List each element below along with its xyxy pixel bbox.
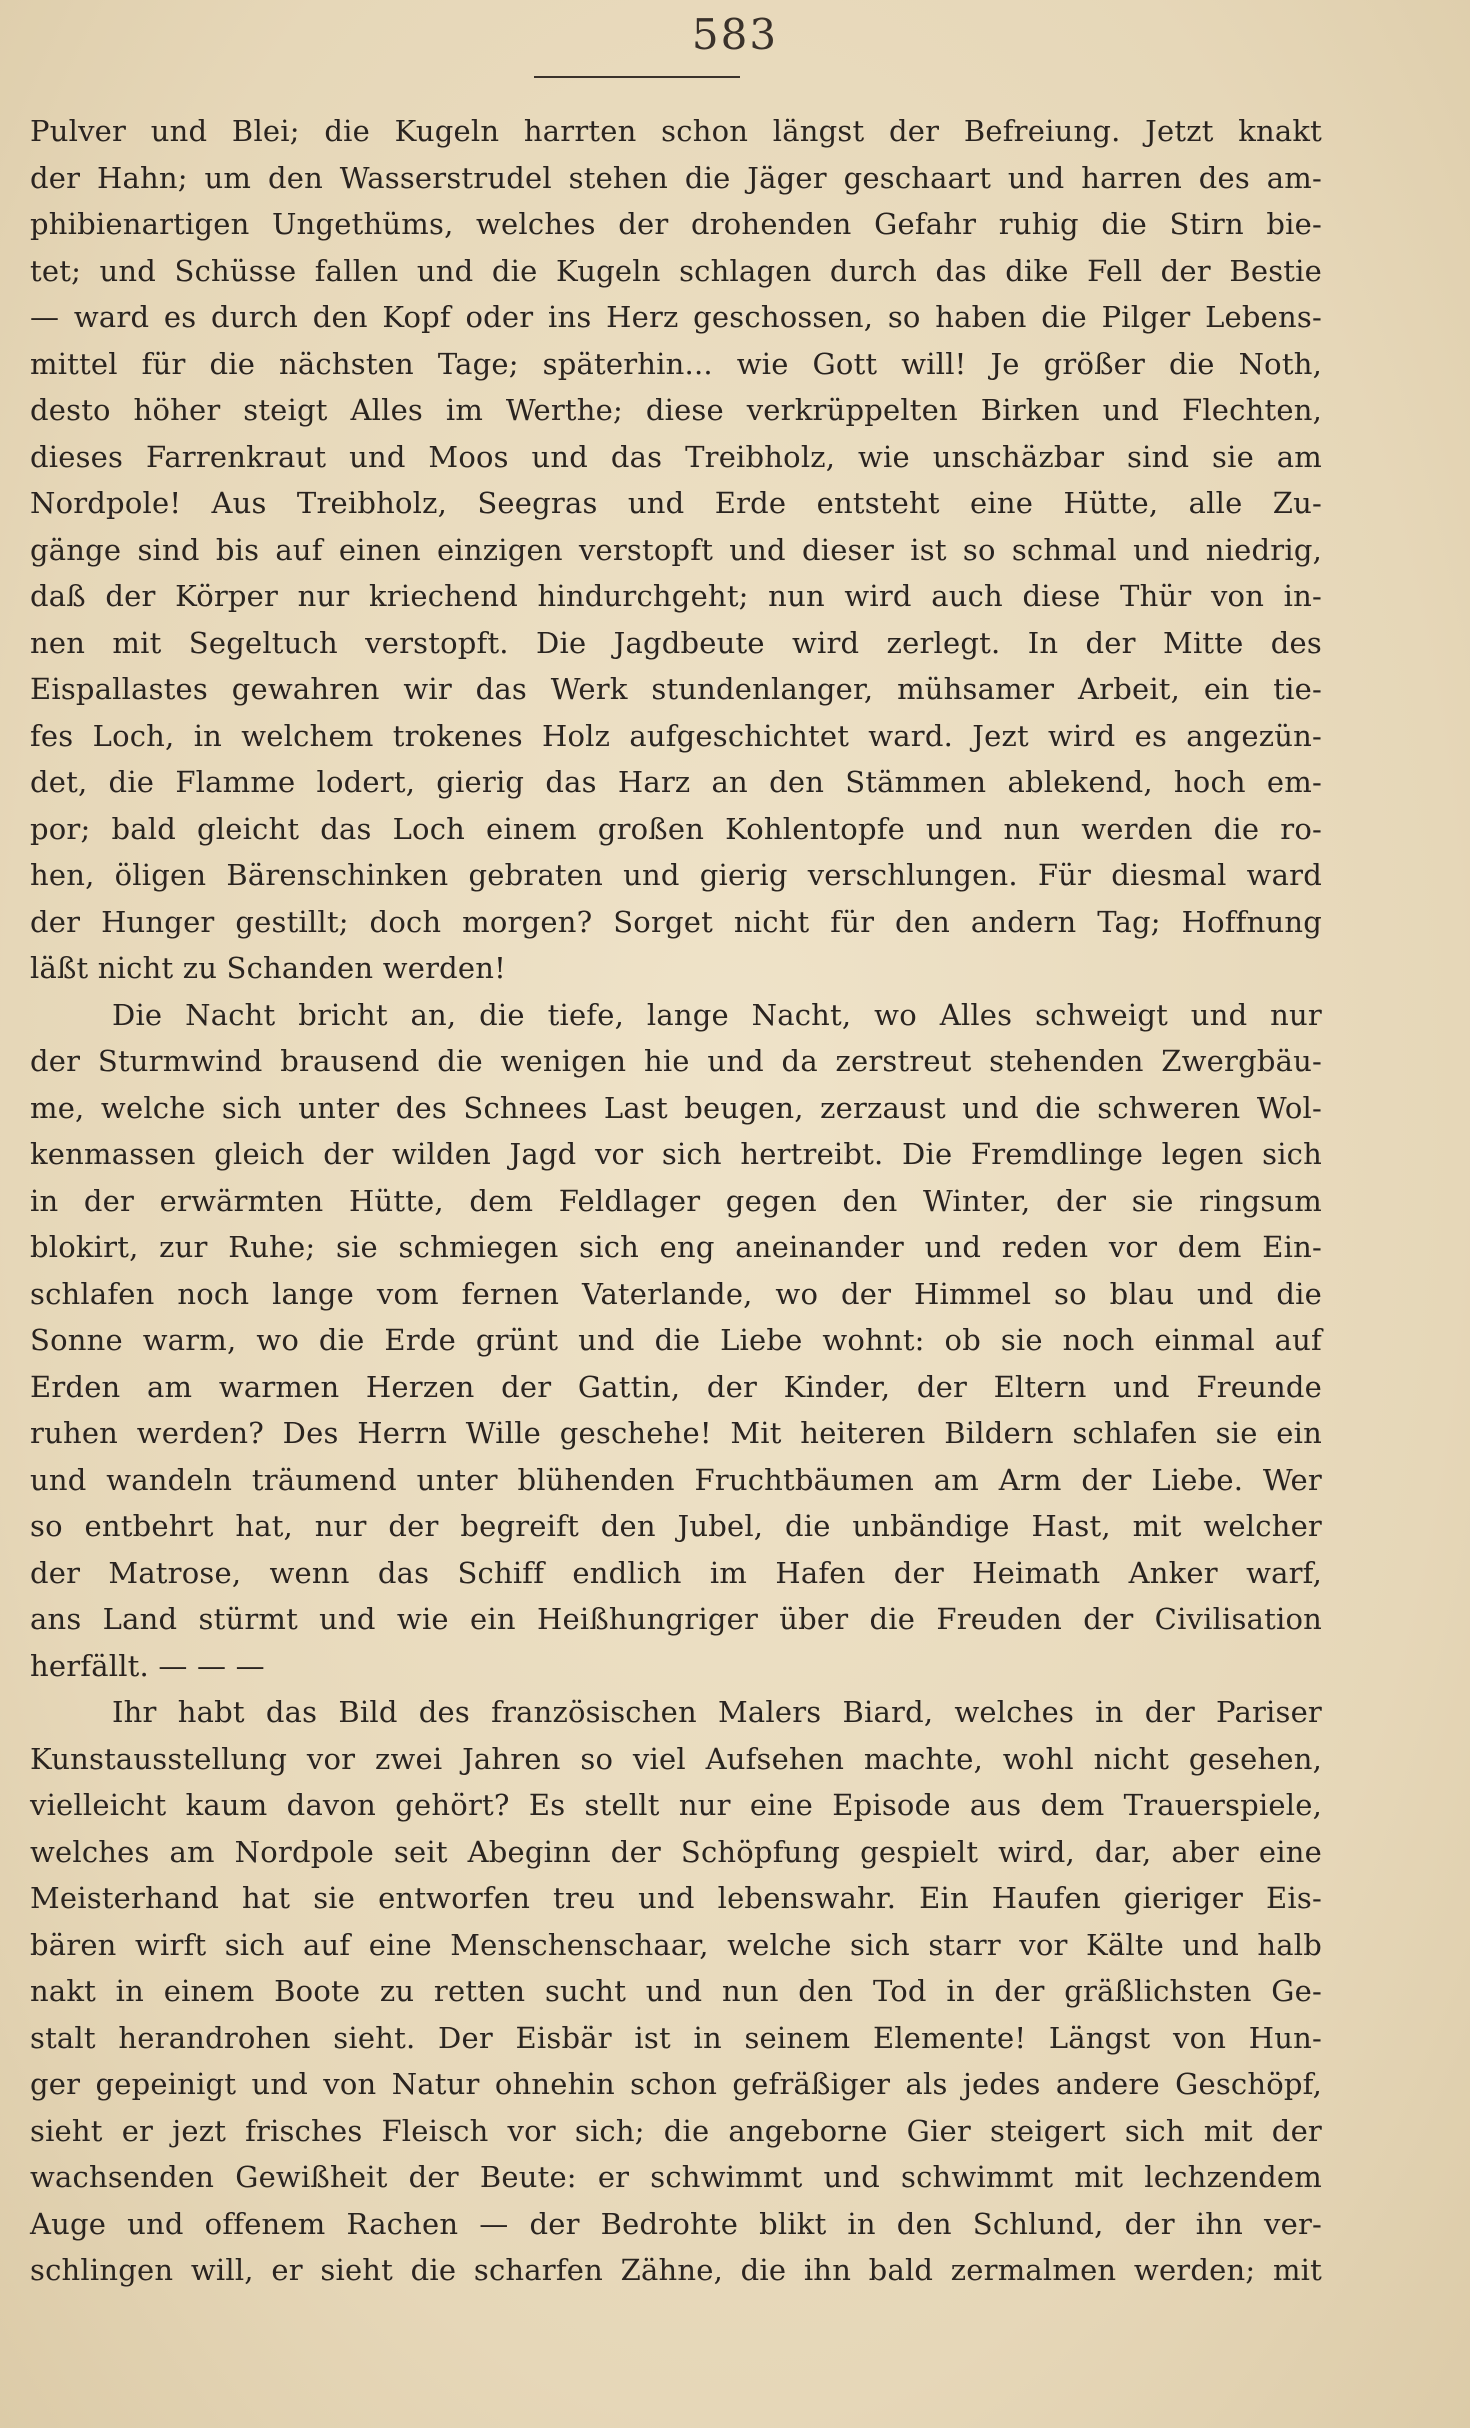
text-line: schlingen will, er sieht die scharfen Zähne, die ihn bald zermalmen werden; mit — [30, 2253, 1322, 2287]
text-line: ans Land stürmt und wie ein Heißhungriger über die Freuden der Civilisation — [30, 1602, 1322, 1636]
text-line: Sonne warm, wo die Erde grünt und die Liebe wohnt: ob sie noch einmal auf — [30, 1323, 1322, 1357]
text-line: sieht er jezt frisches Fleisch vor sich; die angeborne Gier steigert sich mit der — [30, 2113, 1322, 2148]
text-line: gänge sind bis auf einen einzigen verstopft und dieser ist so schmal und niedrig, — [30, 532, 1322, 567]
text-line: Nordpole! Aus Treibholz, Seegras und Erde entsteht eine Hütte, alle Zu- — [30, 486, 1322, 520]
text-line: läßt nicht zu Schanden werden! — [30, 951, 507, 985]
text-line: — ward es durch den Kopf oder ins Herz geschossen, so haben die Pilger Lebens- — [30, 300, 1322, 334]
text-line: der Matrose, wenn das Schiff endlich im Hafen der Heimath Anker warf, — [30, 1555, 1322, 1590]
text-line: welches am Nordpole seit Abeginn der Schöpfung gespielt wird, dar, aber eine — [30, 1834, 1322, 1869]
text-line: vielleicht kaum davon gehört? Es stellt nur eine Episode aus dem Trauerspiele, — [30, 1788, 1322, 1822]
text-line: blokirt, zur Ruhe; sie schmiegen sich eng aneinander und reden vor dem Ein- — [30, 1230, 1322, 1264]
text-line: der Sturmwind brausend die wenigen hie und da zerstreut stehenden Zwergbäu- — [30, 1044, 1322, 1078]
text-line: nakt in einem Boote zu retten sucht und nun den Tod in der gräßlichsten Ge- — [30, 1974, 1322, 2008]
text-line: tet; und Schüsse fallen und die Kugeln schlagen durch das dike Fell der Bestie — [30, 253, 1322, 288]
text-line: Pulver und Blei; die Kugeln harrten schon längst der Befreiung. Jetzt knakt — [30, 114, 1322, 148]
text-line: Die Nacht bricht an, die tiefe, lange Nacht, wo Alles schweigt und nur — [112, 997, 1322, 1032]
text-line: ruhen werden? Des Herrn Wille geschehe! Mit heiteren Bildern schlafen sie ein — [30, 1416, 1322, 1450]
text-line: mittel für die nächsten Tage; späterhin... wie Gott will! Je größer die Noth, — [30, 346, 1322, 381]
text-line: me, welche sich unter des Schnees Last beugen, zerzaust und die schweren Wol- — [30, 1090, 1322, 1125]
text-line: kenmassen gleich der wilden Jagd vor sich hertreibt. Die Fremdlinge legen sich — [30, 1137, 1322, 1171]
text-line: in der erwärmten Hütte, dem Feldlager gegen den Winter, der sie ringsum — [30, 1183, 1322, 1218]
body-text — [30, 108, 1322, 2294]
text-line: Kunstausstellung vor zwei Jahren so viel Aufsehen machte, wohl nicht gesehen, — [30, 1741, 1322, 1776]
text-line: herfällt. — — — — [30, 1648, 265, 1683]
text-line: wachsenden Gewißheit der Beute: er schwimmt und schwimmt mit lechzendem — [30, 2160, 1322, 2194]
header-rule — [534, 76, 740, 78]
text-line: Meisterhand hat sie entworfen treu und lebenswahr. Ein Haufen gieriger Eis- — [30, 1881, 1322, 1915]
text-line: phibienartigen Ungethüms, welches der drohenden Gefahr ruhig die Stirn bie- — [30, 207, 1322, 241]
text-line: hen, öligen Bärenschinken gebraten und gierig verschlungen. Für diesmal ward — [30, 858, 1322, 892]
text-line: so entbehrt hat, nur der begreift den Jubel, die unbändige Hast, mit welcher — [30, 1509, 1322, 1543]
page-number: 583 — [691, 10, 779, 59]
text-line: dieses Farrenkraut und Moos und das Treibholz, wie unschäzbar sind sie am — [30, 439, 1322, 474]
text-line: Erden am warmen Herzen der Gattin, der Kinder, der Eltern und Freunde — [30, 1369, 1322, 1404]
text-line: daß der Körper nur kriechend hindurchgeht; nun wird auch diese Thür von in- — [30, 579, 1322, 613]
text-line: fes Loch, in welchem trokenes Holz aufgeschichtet ward. Jezt wird es angezün- — [30, 718, 1322, 753]
text-line: Ihr habt das Bild des französischen Malers Biard, welches in der Pariser — [112, 1695, 1322, 1729]
text-line: ger gepeinigt und von Natur ohnehin schon gefräßiger als jedes andere Geschöpf, — [30, 2067, 1322, 2101]
text-line: desto höher steigt Alles im Werthe; diese verkrüppelten Birken und Flechten, — [30, 393, 1322, 427]
text-line: der Hahn; um den Wasserstrudel stehen die Jäger geschaart und harren des am- — [30, 160, 1322, 195]
text-line: det, die Flamme lodert, gierig das Harz an den Stämmen ablekend, hoch em- — [30, 765, 1322, 799]
text-line: bären wirft sich auf eine Menschenschaar, welche sich starr vor Kälte und halb — [30, 1927, 1322, 1962]
text-line: der Hunger gestillt; doch morgen? Sorget nicht für den andern Tag; Hoffnung — [30, 904, 1322, 939]
text-line: Auge und offenem Rachen — der Bedrohte blikt in den Schlund, der ihn ver- — [30, 2206, 1322, 2241]
text-line: por; bald gleicht das Loch einem großen Kohlentopfe und nun werden die ro- — [30, 811, 1322, 846]
text-line: Eispallastes gewahren wir das Werk stundenlanger, mühsamer Arbeit, ein tie- — [30, 672, 1322, 706]
text-line: stalt herandrohen sieht. Der Eisbär ist in seinem Elemente! Längst von Hun- — [30, 2020, 1322, 2055]
text-line: und wandeln träumend unter blühenden Fruchtbäumen am Arm der Liebe. Wer — [30, 1462, 1322, 1497]
text-line: nen mit Segeltuch verstopft. Die Jagdbeute wird zerlegt. In der Mitte des — [30, 625, 1322, 660]
text-line: schlafen noch lange vom fernen Vaterlande, wo der Himmel so blau und die — [30, 1276, 1322, 1311]
